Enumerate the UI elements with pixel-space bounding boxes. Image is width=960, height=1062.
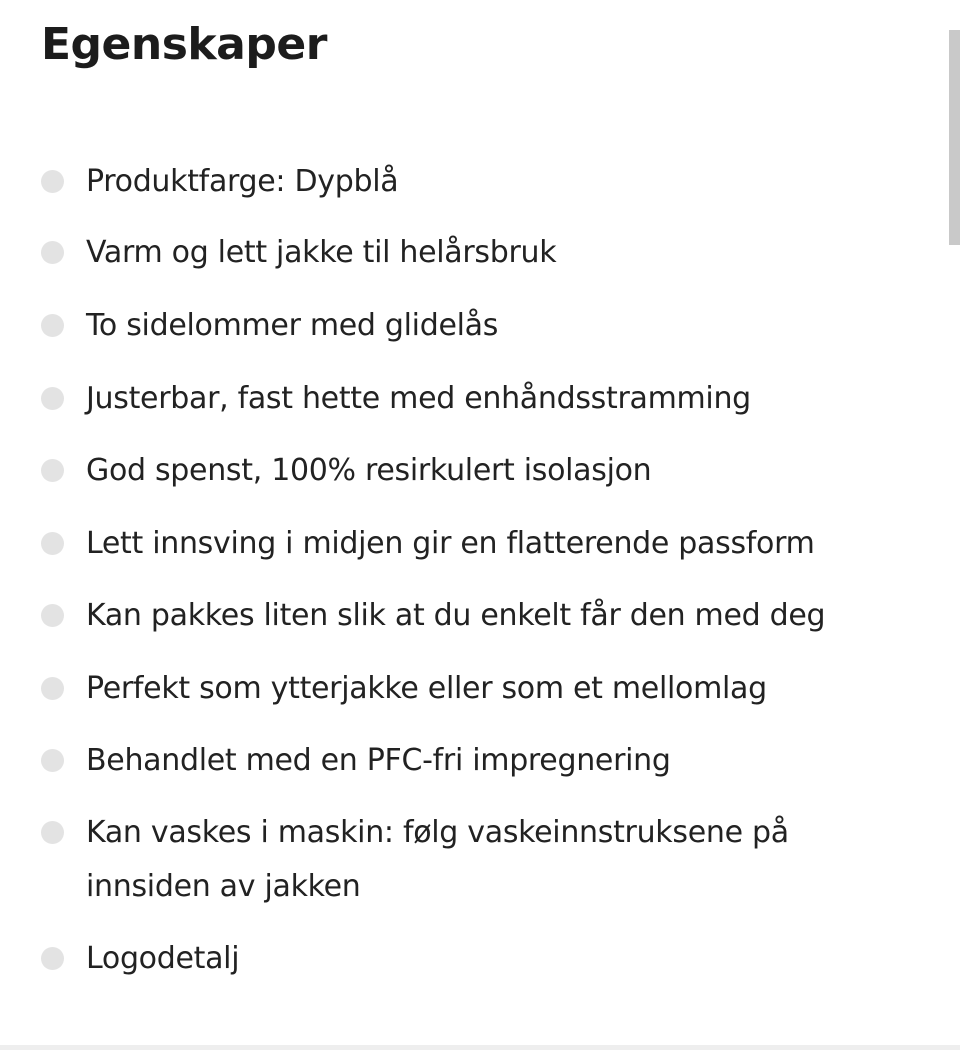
bullet-icon bbox=[41, 947, 64, 970]
bullet-icon bbox=[41, 604, 64, 627]
bottom-divider bbox=[0, 1045, 960, 1050]
feature-text: Kan vaskes i maskin: følg vaskeinnstruksene på innsiden av jakken bbox=[86, 815, 789, 904]
feature-text: Justerbar, fast hette med enhåndsstramming bbox=[86, 381, 751, 416]
feature-text: Produktfarge: Dypblå bbox=[86, 164, 399, 199]
feature-text: Logodetalj bbox=[86, 941, 240, 976]
scrollbar-thumb[interactable] bbox=[949, 30, 960, 245]
bullet-icon bbox=[41, 241, 64, 264]
bullet-icon bbox=[41, 749, 64, 772]
section-title: Egenskaper bbox=[41, 19, 327, 70]
feature-text: Varm og lett jakke til helårsbruk bbox=[86, 235, 557, 270]
bullet-icon bbox=[41, 314, 64, 337]
bullet-icon bbox=[41, 170, 64, 193]
bullet-icon bbox=[41, 459, 64, 482]
feature-text: Lett innsving i midjen gir en flatterende passform bbox=[86, 526, 815, 561]
feature-text: God spenst, 100% resirkulert isolasjon bbox=[86, 453, 652, 488]
feature-text: Perfekt som ytterjakke eller som et mellomlag bbox=[86, 671, 767, 706]
feature-text: Behandlet med en PFC-fri impregnering bbox=[86, 743, 671, 778]
bullet-icon bbox=[41, 677, 64, 700]
bullet-icon bbox=[41, 532, 64, 555]
feature-text: Kan pakkes liten slik at du enkelt får den med deg bbox=[86, 598, 826, 633]
feature-text: To sidelommer med glidelås bbox=[86, 308, 499, 343]
bullet-icon bbox=[41, 387, 64, 410]
bullet-icon bbox=[41, 821, 64, 844]
